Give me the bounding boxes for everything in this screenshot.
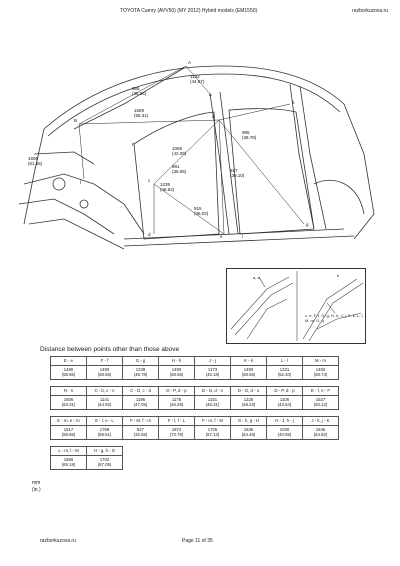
- column-header: C - D, c - d: [123, 387, 159, 396]
- dimension-label-10: 915 (36.02): [194, 206, 209, 216]
- column-header: G - g: [123, 357, 159, 366]
- column-header: H - J, h - j: [267, 417, 303, 426]
- column-header: L - m, l - M: [51, 447, 87, 456]
- dimension-label-9: 1235 (48.62): [160, 182, 175, 192]
- inset-drawing: [227, 269, 365, 343]
- column-header: K - k: [231, 357, 267, 366]
- column-header: F - f: [87, 357, 123, 366]
- column-header: N - n: [51, 387, 87, 396]
- distance-value: 1030 (40.55): [267, 426, 303, 440]
- column-header: F - M, f - m: [123, 417, 159, 426]
- point-a2: a: [209, 92, 212, 97]
- distance-value: 1151 (45.31): [195, 396, 231, 410]
- distance-value: 1517 (59.65): [51, 426, 87, 440]
- distance-value: 1490 (58.66): [87, 366, 123, 380]
- body-side-diagram: [14, 34, 386, 264]
- unit-note: [32, 480, 41, 494]
- column-header: F - l, f - L: [159, 417, 195, 426]
- distance-value: 827 (32.56): [123, 426, 159, 440]
- table-row: [51, 426, 339, 440]
- distance-value: 1331 (52.40): [267, 366, 303, 380]
- column-header: G - h, g - H: [231, 417, 267, 426]
- inset-label-b: b: [337, 273, 340, 278]
- table-header-row: [51, 357, 339, 366]
- column-header: E - e: [51, 357, 87, 366]
- column-header: E - l, e - L: [87, 417, 123, 426]
- column-header: E - m, e - m: [51, 417, 87, 426]
- distance-value: 1636 (64.49): [231, 426, 267, 440]
- point-c: c: [148, 178, 151, 183]
- inset-label-points: c, e, F, f, G, g, H, h, J, j, K, k, L, l, M, m, O, q: [305, 313, 364, 323]
- point-a: a: [212, 114, 215, 119]
- distance-table-4: [50, 446, 123, 470]
- point-d: d: [148, 232, 151, 237]
- dimension-label-5: 1606 (61.65): [28, 156, 43, 166]
- distance-value: 1106 (43.54): [267, 396, 303, 410]
- table-header-row: [51, 387, 339, 396]
- column-header: M - m: [303, 357, 339, 366]
- dimension-label-8: 917 (36.10): [230, 168, 245, 178]
- point-b: b: [292, 100, 295, 105]
- point-A: A: [188, 60, 192, 65]
- column-header: D - P, d - p: [267, 387, 303, 396]
- table-header-row: [51, 417, 339, 426]
- column-header: F - m, f - M: [195, 417, 231, 426]
- document-title: TOYOTA Camry (AVV50) (MY 2012) Hybrid models (EM1550): [120, 8, 258, 14]
- distance-value: 1702 (67.09): [87, 456, 123, 470]
- column-header: E - f, e - F: [303, 387, 339, 396]
- distance-value: 1225 (48.23): [231, 396, 267, 410]
- detail-inset: [226, 268, 366, 344]
- distance-value: 1705 (67.13): [195, 426, 231, 440]
- dimension-label-4: 985 (38.78): [242, 130, 257, 140]
- distance-value: 1768 (69.61): [87, 426, 123, 440]
- distance-value: 1527 (60.12): [303, 396, 339, 410]
- column-header: D - N, d - n: [195, 387, 231, 396]
- distance-value: 1490 (58.66): [51, 366, 87, 380]
- dimension-label-1: 1132 (44.57): [190, 74, 205, 84]
- point-h: h: [132, 142, 135, 147]
- footer-site: razborkuzova.ru: [40, 538, 76, 544]
- column-header: D - O, d - o: [231, 387, 267, 396]
- column-header: D - P, d - p: [159, 387, 195, 396]
- page-header: [0, 6, 400, 18]
- distance-value: 1173 (46.18): [195, 366, 231, 380]
- dimension-label-2: 985 (38.94): [132, 86, 147, 96]
- distance-value: 1492 (58.74): [303, 366, 339, 380]
- distance-table-2: [50, 386, 339, 410]
- distance-value: 1490 (58.66): [159, 366, 195, 380]
- inset-label-a: a, a: [253, 275, 260, 280]
- column-header: J - k, j - K: [303, 417, 339, 426]
- distance-table-1: [50, 356, 339, 380]
- table-row: [51, 396, 339, 410]
- distance-table-3: [50, 416, 339, 440]
- column-header: C - b, c - n: [87, 387, 123, 396]
- column-header: L - l: [267, 357, 303, 366]
- distance-value: 1195 (47.05): [123, 396, 159, 410]
- column-header: H - g, h - G: [87, 447, 123, 456]
- column-header: J - j: [195, 357, 231, 366]
- table-header-row: [51, 447, 123, 456]
- distance-value: 1141 (44.92): [87, 396, 123, 410]
- table-row: [51, 366, 339, 380]
- unit-in: (in.): [32, 487, 41, 493]
- point-g: g: [306, 222, 309, 227]
- distance-value: 1646 (64.82): [303, 426, 339, 440]
- distance-value: 1239 (48.78): [123, 366, 159, 380]
- distance-value: 1874 (73.78): [159, 426, 195, 440]
- point-B: B: [74, 118, 78, 123]
- page-number: Page 11 of 35: [182, 538, 213, 544]
- point-i: i: [242, 234, 243, 239]
- point-f: f: [80, 180, 82, 185]
- dimension-label-7: 881 (35.06): [172, 164, 187, 174]
- point-e: e: [220, 234, 223, 239]
- unit-mm: mm: [32, 480, 41, 486]
- dimension-label-6: 1069 (42.09): [172, 146, 187, 156]
- section-title: Distance between points other than those above: [40, 346, 180, 353]
- distance-value: 1490 (58.66): [231, 366, 267, 380]
- table-row: [51, 456, 123, 470]
- column-header: H - h: [159, 357, 195, 366]
- dimension-label-3: 1659 (65.31): [134, 108, 149, 118]
- distance-value: 1656 (65.18): [51, 456, 87, 470]
- distance-value: 1175 (46.26): [159, 396, 195, 410]
- distance-value: 1606 (63.31): [51, 396, 87, 410]
- header-site: razborkuzova.ru: [352, 8, 388, 14]
